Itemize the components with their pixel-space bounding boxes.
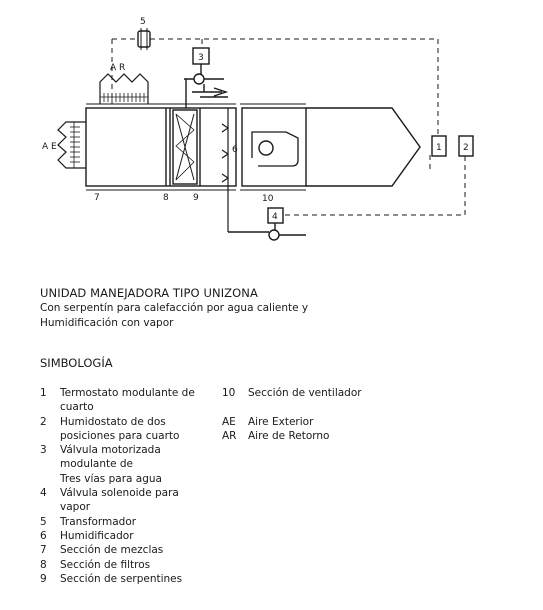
legend-number: AR — [222, 429, 237, 442]
legend-text: Sección de ventilador — [248, 387, 362, 399]
label-6: 6 — [232, 145, 238, 155]
label-7: 7 — [94, 193, 100, 203]
valve-3 — [184, 48, 228, 108]
label-3: 3 — [198, 53, 204, 63]
legend-text: Termostato modulante de — [60, 387, 195, 399]
legend-number: 3 — [40, 444, 47, 457]
diagram-caption — [40, 286, 520, 330]
legend-number: 2 — [40, 415, 47, 428]
legend-item-8 — [40, 558, 210, 572]
simbologia-heading: SIMBOLOGÍA — [40, 356, 113, 370]
legend-item-4 — [40, 486, 210, 515]
legend-number: 9 — [40, 572, 47, 585]
legend-text: Sección de mezclas — [60, 544, 164, 557]
label-5: 5 — [140, 17, 146, 27]
air-handler-diagram — [0, 0, 543, 280]
caption-line-2: Humidificación con vapor — [40, 316, 174, 329]
humidistat-2 — [459, 136, 473, 156]
legend-text: cuarto — [60, 401, 94, 414]
legend-text: posiciones para cuarto — [60, 429, 180, 442]
legend-item-2 — [40, 415, 210, 444]
legend-item-7 — [40, 543, 210, 557]
legend-number: 5 — [40, 515, 47, 528]
transformer-5 — [138, 17, 150, 50]
legend-text: vapor — [60, 501, 91, 514]
legend-spacer — [222, 400, 402, 414]
legend-number: 4 — [40, 487, 47, 500]
legend-text: Humidificador — [60, 529, 134, 542]
legend-item-5 — [40, 515, 210, 529]
label-1: 1 — [436, 143, 442, 153]
steam-valve-4 — [228, 208, 306, 240]
legend-text: Aire Exterior — [248, 415, 314, 428]
legend-number: 6 — [40, 529, 47, 542]
legend-item-ae — [222, 415, 402, 429]
legend-text: Transformador — [60, 515, 137, 528]
legend-text: Humidostato de dos — [60, 415, 166, 428]
legend-text: Sección de filtros — [60, 558, 151, 571]
legend-text: Aire de Retorno — [248, 429, 330, 442]
outside-air-inlet — [42, 122, 86, 168]
control-wiring — [112, 39, 465, 215]
caption-line-1: Con serpentín para calefacción por agua caliente y — [40, 302, 309, 314]
legend-item-ar — [222, 429, 402, 443]
label-2: 2 — [463, 143, 469, 153]
label-4: 4 — [272, 212, 278, 222]
legend-number: 1 — [40, 387, 47, 399]
legend-number: 7 — [40, 544, 47, 557]
thermostat-1 — [432, 136, 446, 156]
legend-text: Válvula solenoide para — [60, 487, 179, 500]
legend-number: 8 — [40, 558, 47, 571]
legend-item-9 — [40, 572, 210, 586]
legend-number: AE — [222, 415, 236, 428]
legend-item-3 — [40, 443, 210, 486]
legend-item-1 — [40, 386, 210, 415]
label-ae: A E — [42, 142, 57, 152]
label-8: 8 — [163, 193, 169, 203]
legend-item-6 — [40, 529, 210, 543]
legend-text: Tres vías para agua — [60, 472, 162, 485]
return-air-inlet — [100, 63, 148, 104]
label-10: 10 — [262, 194, 274, 204]
legend-text: modulante de — [60, 458, 134, 471]
legend-text: Sección de serpentines — [60, 572, 183, 585]
legend-text: Válvula motorizada — [60, 444, 161, 457]
unit-housing — [86, 104, 236, 232]
legend-left-column — [40, 386, 210, 586]
legend-right-column — [222, 386, 402, 443]
label-9: 9 — [193, 193, 199, 203]
caption-title: UNIDAD MANEJADORA TIPO UNIZONA — [40, 286, 258, 300]
label-ar: A R — [110, 63, 126, 73]
fan-section — [240, 104, 420, 190]
legend-item-10 — [222, 386, 402, 400]
legend-number: 10 — [222, 387, 236, 399]
